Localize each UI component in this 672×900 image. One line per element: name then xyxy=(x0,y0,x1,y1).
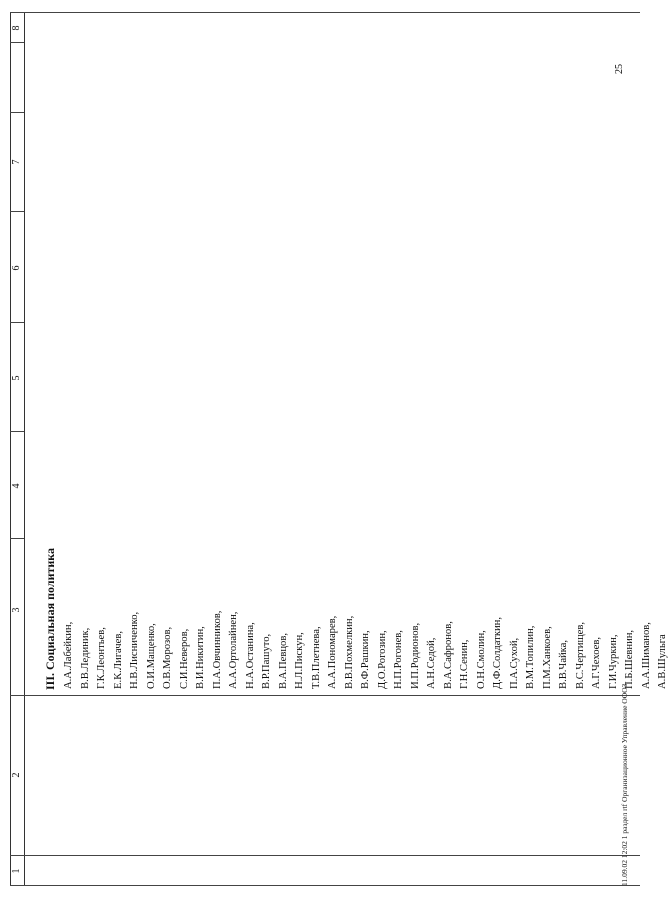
column-number-4: 4 xyxy=(11,483,22,489)
list-item: В.В.Лединик, xyxy=(79,627,91,689)
column-divider xyxy=(10,42,24,43)
list-item: П.А.Овчинников, xyxy=(211,610,223,689)
list-item: Д.Ф.Солдаткин, xyxy=(492,617,503,689)
list-item: В.В.Чайка, xyxy=(558,639,569,689)
list-item: И.П.Родионов, xyxy=(409,622,421,689)
list-item: Н.В.Лисниченко, xyxy=(129,611,140,689)
section-title: III. Социальная политика xyxy=(43,547,57,690)
list-item: Т.В.Плетнева, xyxy=(310,626,322,689)
column-divider xyxy=(10,885,640,886)
list-item: В.А.Певцов, xyxy=(277,633,289,689)
list-item: П.А.Сухой, xyxy=(508,637,520,689)
column-divider xyxy=(10,322,24,323)
column-number-2: 2 xyxy=(11,772,22,778)
column-divider xyxy=(10,112,24,113)
list-item: А.Г.Чехоев, xyxy=(591,637,602,689)
list-item: О.И.Мащенко, xyxy=(145,623,157,689)
list-item: С.И.Неверов, xyxy=(178,628,190,689)
column-number-1: 1 xyxy=(11,868,22,874)
list-item: О.Н.Смолин, xyxy=(475,630,487,689)
list-item: Е.К.Лигачев, xyxy=(112,631,124,689)
list-item: А.В.Шульга xyxy=(657,634,668,689)
list-item: Г.Н.Сенин, xyxy=(459,639,470,689)
column-divider xyxy=(10,695,640,696)
list-item: Г.И.Чуркин, xyxy=(607,634,619,689)
column-number-8: 8 xyxy=(11,25,22,31)
list-item: Г.К.Леонтьев, xyxy=(96,627,107,689)
names-list xyxy=(61,611,672,689)
list-item: В.М.Топилин, xyxy=(525,625,536,689)
column-divider xyxy=(10,431,24,432)
list-item: В.Р.Пашуто, xyxy=(261,633,272,689)
list-item: П.М.Ханкоев, xyxy=(541,626,553,689)
list-item: Д.О.Рогозин, xyxy=(376,630,388,689)
column-number-3: 3 xyxy=(11,607,22,613)
column-divider xyxy=(10,12,640,13)
list-item: В.Ф.Рашкин, xyxy=(360,630,371,689)
page-number: 25 xyxy=(614,64,625,74)
column-divider xyxy=(10,538,24,539)
table-top-border xyxy=(10,13,11,886)
list-item: А.А.Лабейкин, xyxy=(63,621,74,689)
list-item: В.И.Никитин, xyxy=(195,626,206,689)
list-item: П.Б.Шевнин, xyxy=(624,629,635,689)
column-divider xyxy=(10,855,640,856)
list-item: В.А.Сафронов, xyxy=(442,621,454,689)
header-row-divider xyxy=(24,13,25,886)
list-item: А.А.Пономарев, xyxy=(327,615,338,689)
footer-text: 11.09.02 12:02 1 раздел rtf Организационное Управление ОООЗ xyxy=(620,683,629,886)
list-item: О.В.Морозов, xyxy=(162,626,173,689)
list-item: А.А.Ортолайнен, xyxy=(228,611,239,689)
list-item: А.А.Шиманов, xyxy=(640,622,652,689)
list-item: В.С.Чертищев, xyxy=(574,622,586,689)
column-number-6: 6 xyxy=(11,265,22,271)
list-item: Н.Л.Пискун, xyxy=(294,632,305,689)
list-item: А.Н.Седой, xyxy=(426,637,437,689)
list-item: Н.П.Рогонев, xyxy=(393,630,404,689)
list-item: В.В.Похмелкин, xyxy=(343,615,355,689)
column-number-5: 5 xyxy=(11,375,22,381)
column-divider xyxy=(10,211,24,212)
list-item: Н.А.Останина, xyxy=(244,622,256,689)
column-number-7: 7 xyxy=(11,159,22,165)
